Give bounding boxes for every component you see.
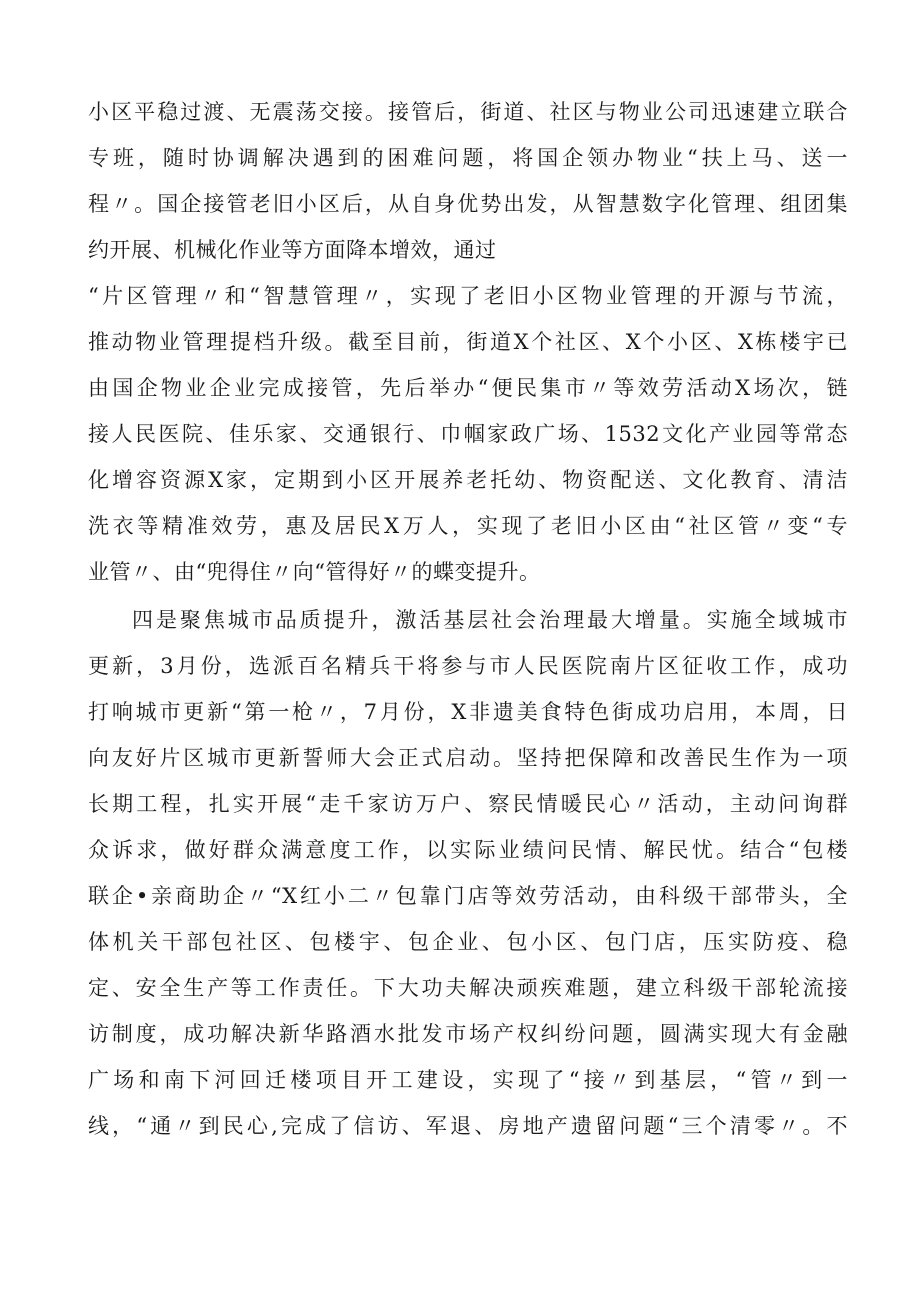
text-line-18: 联企•亲商助企〃“X红小二〃包靠门店等效劳活动，由科级干部带头，全 xyxy=(88,884,848,908)
text-line-20: 定、安全生产等工作责任。下大功夫解决顽疾难题，建立科级干部轮流接 xyxy=(88,976,848,1000)
text-line-2: 专班，随时协调解决遇到的困难问题，将国企领办物业“扶上马、送一 xyxy=(88,146,848,170)
text-line-15: 向友好片区城市更新誓师大会正式启动。坚持把保障和改善民生作为一项 xyxy=(88,746,848,770)
paragraph-4-first-line: 四是聚焦城市品质提升，激活基层社会治理最大增量。实施全域城市 xyxy=(132,608,848,632)
text-line-21: 访制度，成功解决新华路酒水批发市场产权纠纷问题，圆满实现大有金融 xyxy=(88,1022,848,1046)
text-line-19: 体机关干部包社区、包楼宇、包企业、包小区、包门店，压实防疫、稳 xyxy=(88,930,848,954)
text-line-7: 由国企物业企业完成接管，先后举办“便民集市〃等效劳活动X场次，链 xyxy=(88,376,848,400)
text-line-17: 众诉求，做好群众满意度工作，以实际业绩问民情、解民忧。结合“包楼 xyxy=(88,838,848,862)
text-line-10: 洗衣等精准效劳，惠及居民X万人，实现了老旧小区由“社区管〃变“专 xyxy=(88,514,848,538)
text-line-8: 接人民医院、佳乐家、交通银行、巾帼家政广场、1532文化产业园等常态 xyxy=(88,422,848,446)
text-line-9: 化增容资源X家，定期到小区开展养老托幼、物资配送、文化教育、清洁 xyxy=(88,468,848,492)
text-line-6: 推动物业管理提档升级。截至目前，街道X个社区、X个小区、X栋楼宇已 xyxy=(88,330,848,354)
text-line-1: 小区平稳过渡、无震荡交接。接管后，街道、社区与物业公司迅速建立联合 xyxy=(88,100,848,124)
text-line-23: 线，“通〃到民心,完成了信访、军退、房地产遗留问题“三个清零〃。不 xyxy=(88,1114,848,1138)
text-line-14: 打响城市更新“第一枪〃，7月份，X非遗美食特色街成功启用，本周，日 xyxy=(88,700,848,724)
text-line-3: 程〃。国企接管老旧小区后，从自身优势出发，从智慧数字化管理、组团集 xyxy=(88,192,848,216)
text-line-11: 业管〃、由“兜得住〃向“管得好〃的蝶变提升。 xyxy=(88,560,541,584)
text-line-4: 约开展、机械化作业等方面降本增效，通过 xyxy=(88,238,497,262)
text-line-22: 广场和南下河回迁楼项目开工建设，实现了“接〃到基层，“管〃到一 xyxy=(88,1068,848,1092)
text-line-16: 长期工程，扎实开展“走千家访万户、察民情暖民心〃活动，主动问询群 xyxy=(88,792,848,816)
text-line-5: “片区管理〃和“智慧管理〃，实现了老旧小区物业管理的开源与节流， xyxy=(88,284,848,308)
text-line-13: 更新，3月份，选派百名精兵干将参与市人民医院南片区征收工作，成功 xyxy=(88,654,848,678)
